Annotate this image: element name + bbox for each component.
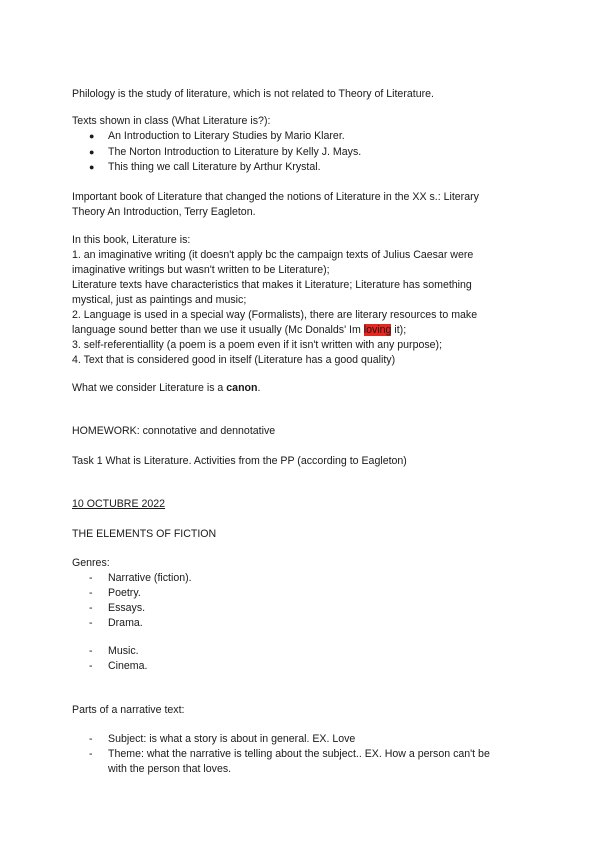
list-item-text: Drama. <box>108 617 143 629</box>
list-item-text: Theme: what the narrative is telling about the subject.. EX. How a person can't be <box>108 748 490 760</box>
in-book-text: it); <box>391 324 407 336</box>
dash-icon: - <box>89 748 93 760</box>
canon-text: . <box>257 382 261 394</box>
parts-heading: Parts of a narrative text: <box>72 704 185 716</box>
dash-icon: - <box>89 602 93 614</box>
date-heading: 10 OCTUBRE 2022 <box>72 498 166 510</box>
canon-text: What we consider Literature is a <box>72 382 227 394</box>
texts-heading: Texts shown in class (What Literature is?): <box>72 115 271 127</box>
in-book-line <box>72 324 406 337</box>
in-book-heading: In this book, Literature is: <box>72 234 191 246</box>
bullet-icon: ● <box>89 162 95 172</box>
in-book-line: imaginative writings but wasn't written to be Literature); <box>72 264 330 276</box>
bullet-icon: ● <box>89 147 95 157</box>
list-item-text: Narrative (fiction). <box>108 572 192 584</box>
list-item-text: with the person that loves. <box>108 763 232 775</box>
in-book-text: language sound better than we use it usually (Mc Donalds' Im <box>72 324 364 336</box>
in-book-line: 3. self-referentiallity (a poem is a poem even if it isn't written with any purpose); <box>72 339 443 351</box>
dash-icon: - <box>89 572 93 584</box>
in-book-line: 2. Language is used in a special way (Formalists), there are literary resources to make <box>72 309 478 321</box>
dash-icon: - <box>89 660 93 672</box>
in-book-line: 1. an imaginative writing (it doesn't apply bc the campaign texts of Julius Caesar were <box>72 249 474 261</box>
dash-icon: - <box>89 617 93 629</box>
bullet-icon: ● <box>89 131 95 141</box>
homework-line: HOMEWORK: connotative and dennotative <box>72 425 276 437</box>
in-book-line: 4. Text that is considered good in itself (Literature has a good quality) <box>72 354 396 366</box>
task-line: Task 1 What is Literature. Activities from the PP (according to Eagleton) <box>72 455 407 467</box>
genres-heading: Genres: <box>72 557 110 569</box>
list-item-text: The Norton Introduction to Literature by Kelly J. Mays. <box>108 146 362 158</box>
list-item-text: Music. <box>108 645 139 657</box>
canon-bold: canon <box>226 382 258 394</box>
highlighted-word: loving <box>363 324 392 336</box>
list-item-text: Poetry. <box>108 587 141 599</box>
philology-paragraph: Philology is the study of literature, which is not related to Theory of Literature. <box>72 88 434 100</box>
dash-icon: - <box>89 587 93 599</box>
list-item-text: Essays. <box>108 602 146 614</box>
important-book-line-1: Important book of Literature that changed the notions of Literature in the XX s.: Literary <box>72 191 479 203</box>
in-book-line: mystical, just as paintings and music; <box>72 294 247 306</box>
dash-icon: - <box>89 733 93 745</box>
list-item-text: Cinema. <box>108 660 148 672</box>
important-book-line-2: Theory An Introduction, Terry Eagleton. <box>72 206 256 218</box>
list-item-text: This thing we call Literature by Arthur Krystal. <box>108 161 321 173</box>
elements-title: THE ELEMENTS OF FICTION <box>72 528 217 540</box>
dash-icon: - <box>89 645 93 657</box>
list-item-text: An Introduction to Literary Studies by Mario Klarer. <box>108 130 345 142</box>
list-item-text: Subject: is what a story is about in general. EX. Love <box>108 733 356 745</box>
canon-line <box>72 382 260 395</box>
in-book-line: Literature texts have characteristics that makes it Literature; Literature has something <box>72 279 472 291</box>
